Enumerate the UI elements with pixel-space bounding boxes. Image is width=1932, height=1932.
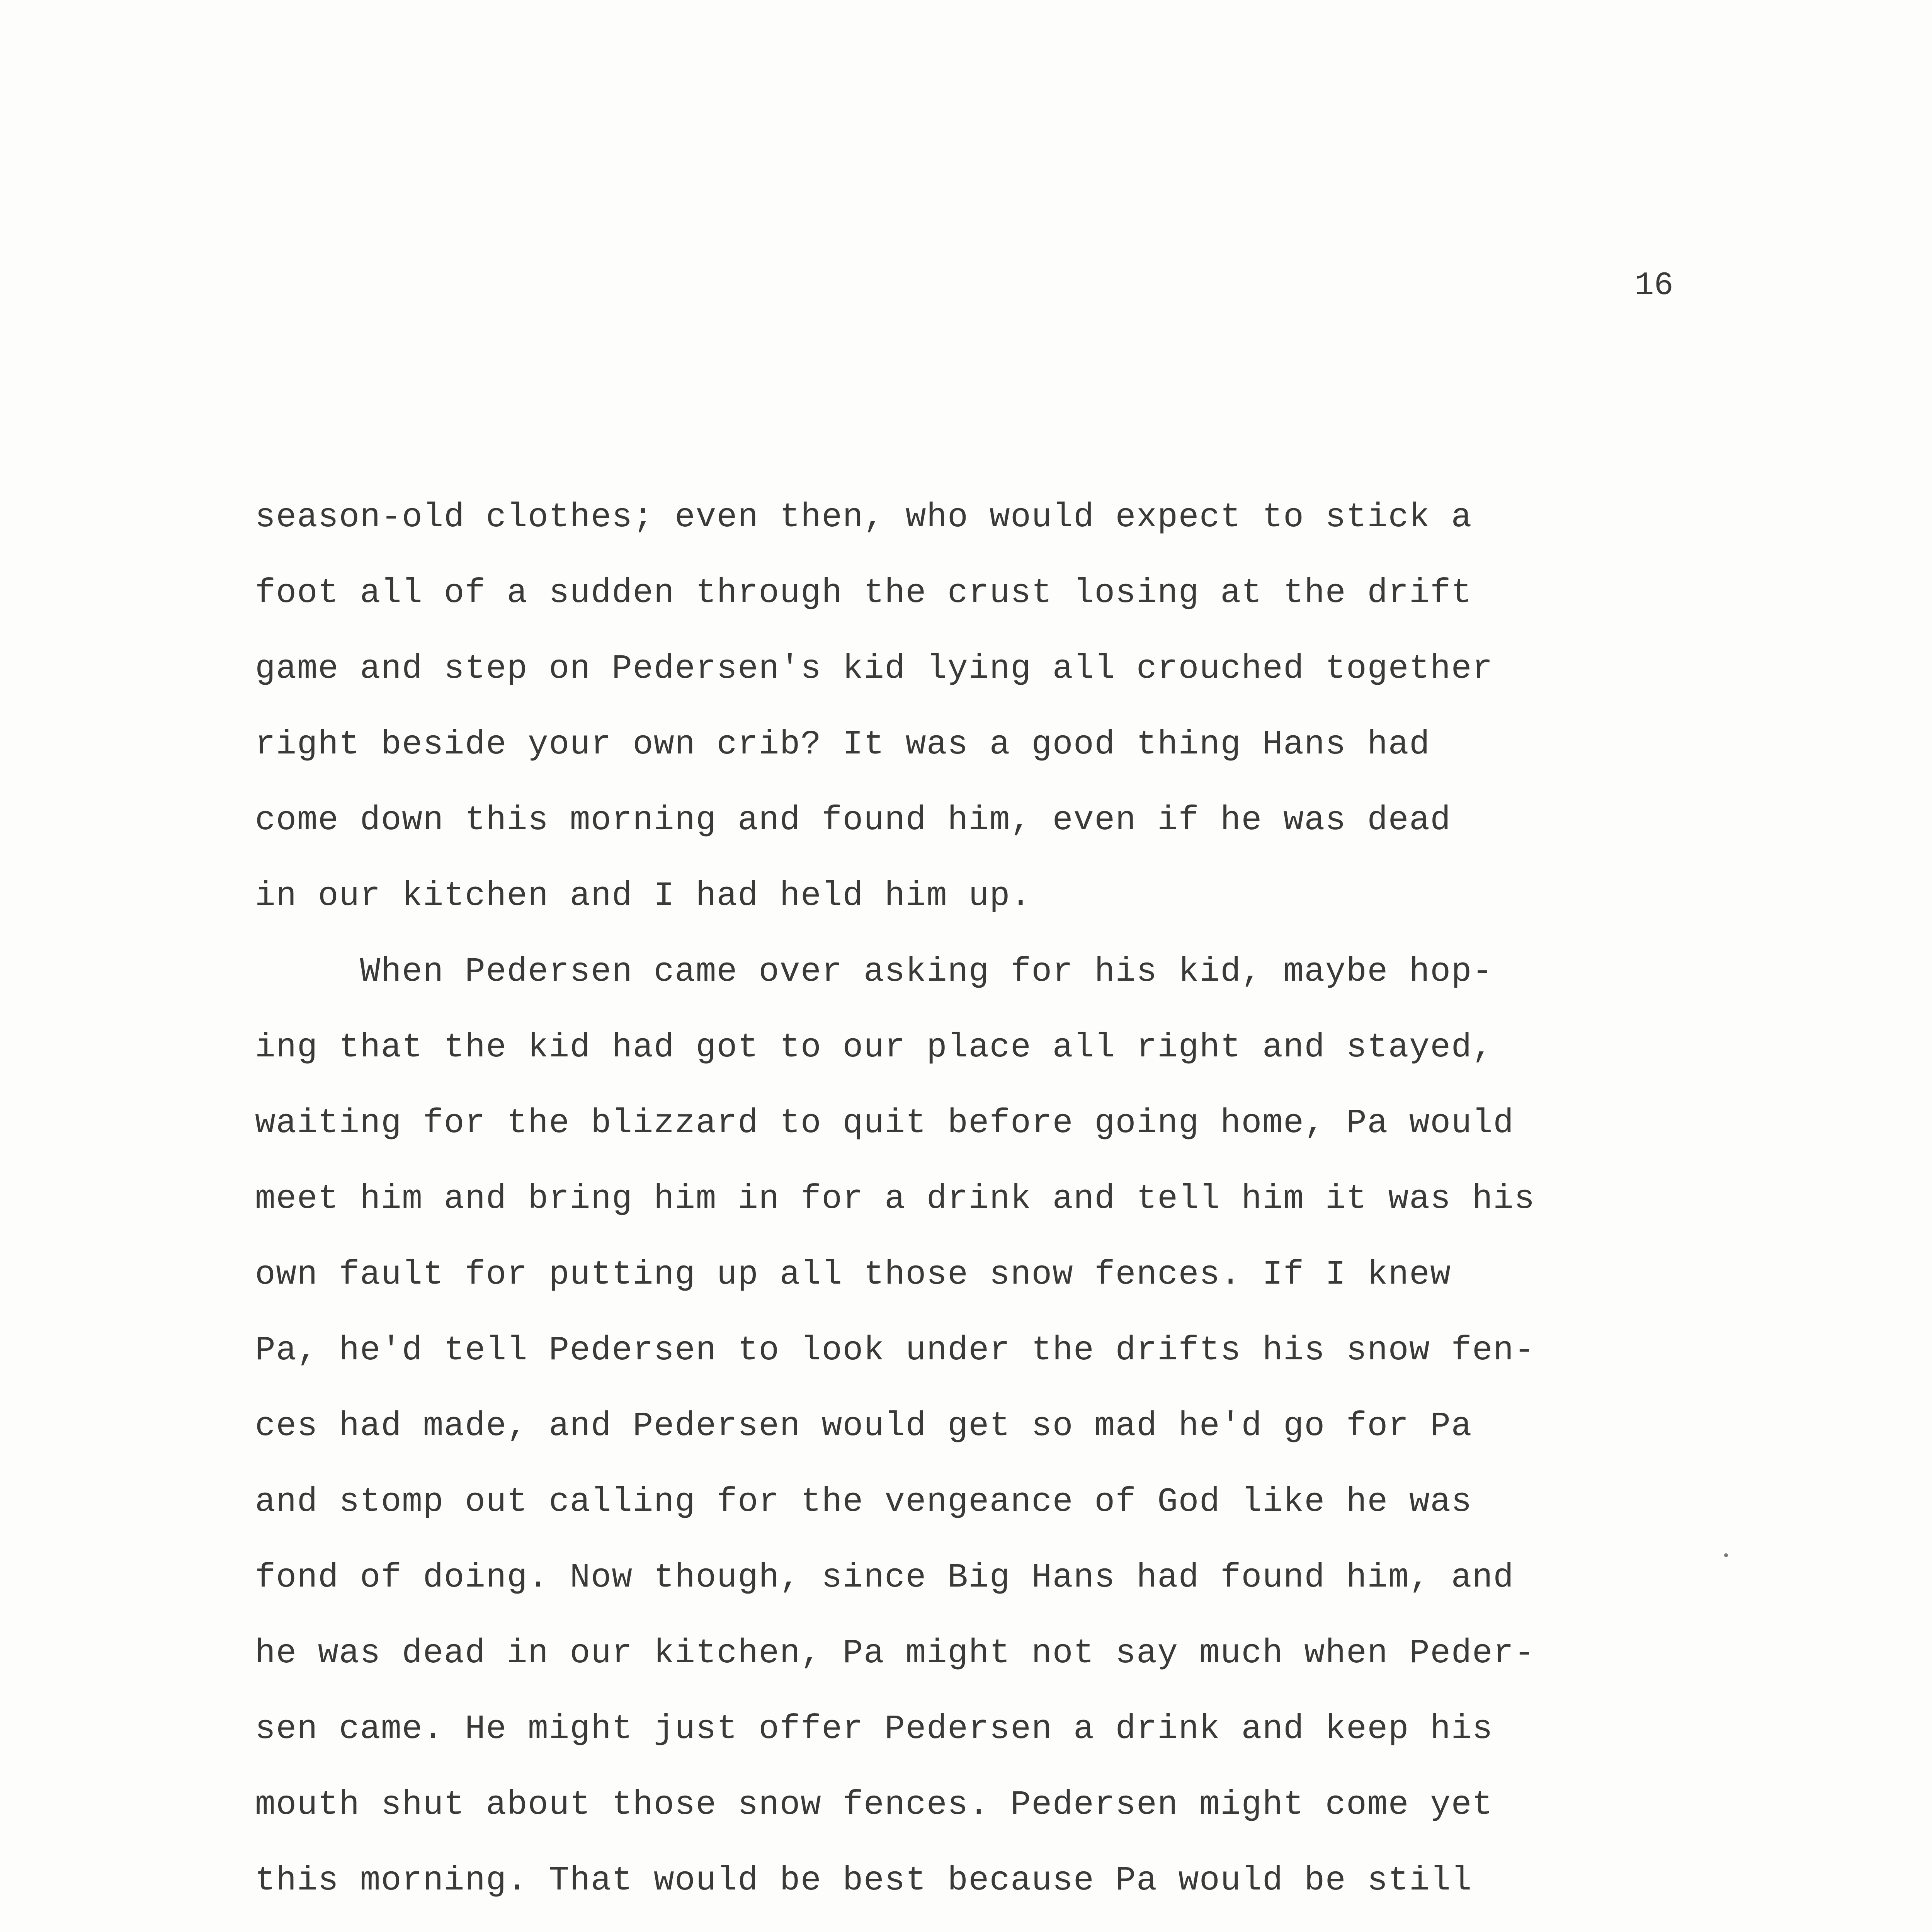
text-line: in our kitchen and I had held him up. — [255, 877, 1032, 915]
text-line: When Pedersen came over asking for his kid, maybe hop- — [255, 953, 1493, 991]
text-line: this morning. That would be best because Pa would be still — [255, 1862, 1472, 1900]
text-line: come down this morning and found him, even if he was dead — [255, 801, 1451, 840]
text-line: and stomp out calling for the vengeance of God like he was — [255, 1483, 1472, 1521]
text-line: own fault for putting up all those snow fences. If I knew — [255, 1256, 1451, 1294]
text-line: mouth shut about those snow fences. Pedersen might come yet — [255, 1786, 1493, 1824]
paper-speck — [1724, 1553, 1728, 1557]
text-line: foot all of a sudden through the crust losing at the drift — [255, 574, 1472, 612]
page-number: 16 — [1634, 267, 1673, 304]
text-line: season-old clothes; even then, who would expect to stick a — [255, 498, 1472, 537]
text-line: right beside your own crib? It was a good thing Hans had — [255, 726, 1430, 764]
text-line: Pa, he'd tell Pedersen to look under the drifts his snow fen- — [255, 1332, 1535, 1370]
text-line: game and step on Pedersen's kid lying all crouched together — [255, 650, 1493, 688]
text-line: ing that the kid had got to our place all right and stayed, — [255, 1029, 1493, 1067]
text-line: meet him and bring him in for a drink and tell him it was his — [255, 1180, 1535, 1218]
text-line — [255, 1930, 1917, 1932]
text-line: ces had made, and Pedersen would get so mad he'd go for Pa — [255, 1407, 1472, 1446]
text-line: fond of doing. Now though, since Big Hans had found him, and — [255, 1559, 1514, 1597]
manuscript-body — [255, 491, 1917, 1932]
text-line: sen came. He might just offer Pedersen a drink and keep his — [255, 1710, 1493, 1748]
text-line: waiting for the blizzard to quit before going home, Pa would — [255, 1104, 1514, 1143]
text-line: he was dead in our kitchen, Pa might not say much when Peder- — [255, 1634, 1535, 1673]
